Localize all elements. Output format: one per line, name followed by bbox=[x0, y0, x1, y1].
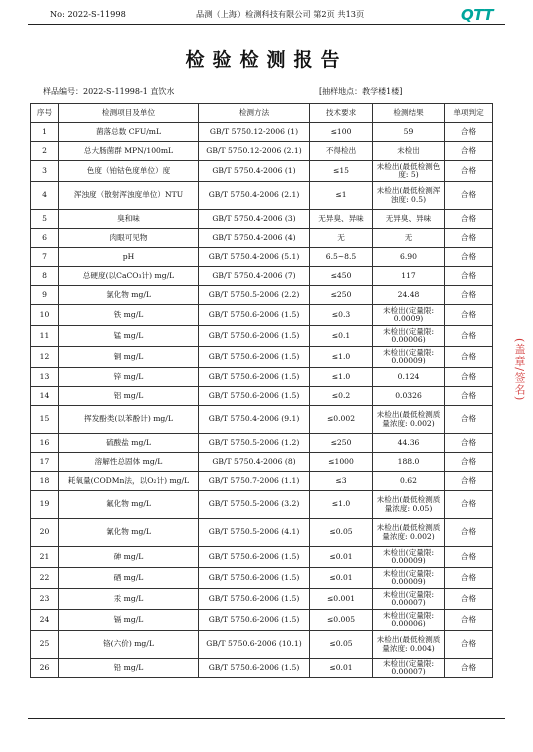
row-judgement: 合格 bbox=[445, 659, 493, 678]
row-number: 24 bbox=[31, 610, 59, 631]
table-row bbox=[31, 659, 493, 678]
row-requirement: ≤0.3 bbox=[310, 305, 373, 326]
row-requirement: ≤0.1 bbox=[310, 326, 373, 347]
row-judgement: 合格 bbox=[445, 568, 493, 589]
row-item: 总硬度(以CaCO₃计) mg/L bbox=[59, 267, 199, 286]
row-item: 臭和味 bbox=[59, 210, 199, 229]
row-method: GB/T 5750.6-2006 (1.5) bbox=[199, 347, 310, 368]
row-item: 铝 mg/L bbox=[59, 387, 199, 406]
row-item: 硒 mg/L bbox=[59, 568, 199, 589]
row-requirement: ≤1000 bbox=[310, 453, 373, 472]
row-number: 5 bbox=[31, 210, 59, 229]
row-number: 18 bbox=[31, 472, 59, 491]
row-number: 2 bbox=[31, 142, 59, 161]
row-item: 总大肠菌群 MPN/100mL bbox=[59, 142, 199, 161]
row-judgement: 合格 bbox=[445, 182, 493, 210]
row-result: 未检出(定量限: 0.00007) bbox=[373, 659, 445, 678]
row-requirement: ≤1.0 bbox=[310, 491, 373, 519]
row-judgement: 合格 bbox=[445, 519, 493, 547]
row-number: 20 bbox=[31, 519, 59, 547]
table-row bbox=[31, 589, 493, 610]
row-judgement: 合格 bbox=[445, 387, 493, 406]
row-requirement: ≤15 bbox=[310, 161, 373, 182]
row-result: 0.0326 bbox=[373, 387, 445, 406]
row-requirement: ≤1.0 bbox=[310, 368, 373, 387]
row-requirement: 无异臭、异味 bbox=[310, 210, 373, 229]
row-number: 17 bbox=[31, 453, 59, 472]
row-number: 19 bbox=[31, 491, 59, 519]
table-row bbox=[31, 368, 493, 387]
header-no: 序号 bbox=[31, 104, 59, 123]
row-requirement: ≤450 bbox=[310, 267, 373, 286]
row-number: 10 bbox=[31, 305, 59, 326]
row-result: 无 bbox=[373, 229, 445, 248]
table-row bbox=[31, 326, 493, 347]
row-number: 26 bbox=[31, 659, 59, 678]
table-row bbox=[31, 123, 493, 142]
row-number: 25 bbox=[31, 631, 59, 659]
row-result: 44.36 bbox=[373, 434, 445, 453]
row-item: 耗氧量(CODMn法，以O₂计) mg/L bbox=[59, 472, 199, 491]
row-requirement: ≤1.0 bbox=[310, 347, 373, 368]
header-item: 检测项目及单位 bbox=[59, 104, 199, 123]
row-item: 氯化物 mg/L bbox=[59, 286, 199, 305]
row-method: GB/T 5750.6-2006 (1.5) bbox=[199, 589, 310, 610]
row-item: 砷 mg/L bbox=[59, 547, 199, 568]
row-judgement: 合格 bbox=[445, 368, 493, 387]
row-method: GB/T 5750.5-2006 (4.1) bbox=[199, 519, 310, 547]
row-result: 未检出(最低检测浑浊度: 0.5) bbox=[373, 182, 445, 210]
header-divider bbox=[28, 24, 505, 25]
row-judgement: 合格 bbox=[445, 491, 493, 519]
row-result: 未检出(定量限: 0.00006) bbox=[373, 610, 445, 631]
table-row bbox=[31, 387, 493, 406]
row-result: 未检出(定量限: 0.00009) bbox=[373, 547, 445, 568]
row-item: 硫酸盐 mg/L bbox=[59, 434, 199, 453]
row-requirement: ≤250 bbox=[310, 286, 373, 305]
row-item: 镉 mg/L bbox=[59, 610, 199, 631]
row-result: 0.124 bbox=[373, 368, 445, 387]
row-requirement: 无 bbox=[310, 229, 373, 248]
row-item: 肉眼可见物 bbox=[59, 229, 199, 248]
row-judgement: 合格 bbox=[445, 472, 493, 491]
header-result: 检测结果 bbox=[373, 104, 445, 123]
table-row bbox=[31, 491, 493, 519]
row-method: GB/T 5750.6-2006 (1.5) bbox=[199, 547, 310, 568]
row-result: 未检出(定量限: 0.00007) bbox=[373, 589, 445, 610]
row-method: GB/T 5750.4-2006 (1) bbox=[199, 161, 310, 182]
row-number: 22 bbox=[31, 568, 59, 589]
results-table bbox=[30, 103, 493, 678]
row-method: GB/T 5750.6-2006 (1.5) bbox=[199, 659, 310, 678]
row-number: 4 bbox=[31, 182, 59, 210]
row-item: 氟化物 mg/L bbox=[59, 491, 199, 519]
row-number: 13 bbox=[31, 368, 59, 387]
row-judgement: 合格 bbox=[445, 210, 493, 229]
row-item: 浑浊度（散射浑浊度单位）NTU bbox=[59, 182, 199, 210]
table-row bbox=[31, 248, 493, 267]
table-row bbox=[31, 406, 493, 434]
row-result: 未检出(最低检测质量浓度: 0.05) bbox=[373, 491, 445, 519]
row-result: 未检出(最低检测色度: 5) bbox=[373, 161, 445, 182]
row-method: GB/T 5750.7-2006 (1.1) bbox=[199, 472, 310, 491]
row-result: 24.48 bbox=[373, 286, 445, 305]
row-requirement: ≤1 bbox=[310, 182, 373, 210]
row-judgement: 合格 bbox=[445, 286, 493, 305]
row-requirement: ≤0.001 bbox=[310, 589, 373, 610]
row-item: 铜 mg/L bbox=[59, 347, 199, 368]
row-method: GB/T 5750.4-2006 (9.1) bbox=[199, 406, 310, 434]
row-number: 23 bbox=[31, 589, 59, 610]
row-judgement: 合格 bbox=[445, 547, 493, 568]
table-row bbox=[31, 286, 493, 305]
row-item: 色度（铂钴色度单位）度 bbox=[59, 161, 199, 182]
row-judgement: 合格 bbox=[445, 631, 493, 659]
row-result: 未检出(最低检测质量浓度: 0.004) bbox=[373, 631, 445, 659]
row-number: 8 bbox=[31, 267, 59, 286]
row-judgement: 合格 bbox=[445, 589, 493, 610]
row-requirement: ≤100 bbox=[310, 123, 373, 142]
row-method: GB/T 5750.4-2006 (4) bbox=[199, 229, 310, 248]
row-method: GB/T 5750.12-2006 (2.1) bbox=[199, 142, 310, 161]
row-method: GB/T 5750.6-2006 (1.5) bbox=[199, 368, 310, 387]
row-judgement: 合格 bbox=[445, 267, 493, 286]
table-row bbox=[31, 267, 493, 286]
row-number: 1 bbox=[31, 123, 59, 142]
row-result: 未检出(最低检测质量浓度: 0.002) bbox=[373, 519, 445, 547]
table-row bbox=[31, 568, 493, 589]
table-row bbox=[31, 631, 493, 659]
table-row bbox=[31, 547, 493, 568]
row-result: 6.90 bbox=[373, 248, 445, 267]
table-row bbox=[31, 161, 493, 182]
header-requirement: 技术要求 bbox=[310, 104, 373, 123]
row-method: GB/T 5750.6-2006 (1.5) bbox=[199, 387, 310, 406]
row-requirement: ≤0.05 bbox=[310, 519, 373, 547]
row-requirement: ≤250 bbox=[310, 434, 373, 453]
row-method: GB/T 5750.6-2006 (1.5) bbox=[199, 305, 310, 326]
row-number: 11 bbox=[31, 326, 59, 347]
table-row bbox=[31, 305, 493, 326]
row-method: GB/T 5750.5-2006 (1.2) bbox=[199, 434, 310, 453]
row-method: GB/T 5750.6-2006 (10.1) bbox=[199, 631, 310, 659]
row-method: GB/T 5750.4-2006 (8) bbox=[199, 453, 310, 472]
row-judgement: 合格 bbox=[445, 229, 493, 248]
row-result: 未检出(定量限: 0.00006) bbox=[373, 326, 445, 347]
footer-divider bbox=[28, 718, 505, 719]
row-judgement: 合格 bbox=[445, 305, 493, 326]
row-method: GB/T 5750.6-2006 (1.5) bbox=[199, 326, 310, 347]
table-row bbox=[31, 142, 493, 161]
row-method: GB/T 5750.4-2006 (2.1) bbox=[199, 182, 310, 210]
row-item: 菌落总数 CFU/mL bbox=[59, 123, 199, 142]
row-number: 15 bbox=[31, 406, 59, 434]
row-method: GB/T 5750.4-2006 (3) bbox=[199, 210, 310, 229]
row-result: 未检出 bbox=[373, 142, 445, 161]
table-header-row bbox=[31, 104, 493, 123]
row-judgement: 合格 bbox=[445, 161, 493, 182]
row-result: 未检出(定量限: 0.00009) bbox=[373, 347, 445, 368]
row-requirement: ≤3 bbox=[310, 472, 373, 491]
row-number: 3 bbox=[31, 161, 59, 182]
table-row bbox=[31, 210, 493, 229]
sampling-site: [抽样地点：教学楼1楼] bbox=[319, 87, 403, 96]
company-logo: QTT bbox=[460, 6, 493, 24]
row-requirement: ≤0.01 bbox=[310, 547, 373, 568]
row-judgement: 合格 bbox=[445, 123, 493, 142]
row-method: GB/T 5750.12-2006 (1) bbox=[199, 123, 310, 142]
row-number: 9 bbox=[31, 286, 59, 305]
row-judgement: 合格 bbox=[445, 610, 493, 631]
page-header bbox=[0, 6, 533, 24]
row-requirement: 不得检出 bbox=[310, 142, 373, 161]
row-item: 挥发酚类(以苯酚计) mg/L bbox=[59, 406, 199, 434]
row-number: 12 bbox=[31, 347, 59, 368]
report-number: No: 2022-S-11998 bbox=[50, 9, 126, 19]
row-method: GB/T 5750.4-2006 (7) bbox=[199, 267, 310, 286]
row-requirement: ≤0.01 bbox=[310, 659, 373, 678]
row-judgement: 合格 bbox=[445, 142, 493, 161]
row-requirement: ≤0.05 bbox=[310, 631, 373, 659]
table-row bbox=[31, 610, 493, 631]
row-requirement: 6.5~8.5 bbox=[310, 248, 373, 267]
row-requirement: ≤0.2 bbox=[310, 387, 373, 406]
header-judgement: 单项判定 bbox=[445, 104, 493, 123]
row-result: 59 bbox=[373, 123, 445, 142]
row-method: GB/T 5750.5-2006 (3.2) bbox=[199, 491, 310, 519]
row-judgement: 合格 bbox=[445, 347, 493, 368]
seal-side-text: (盖章/签名) bbox=[513, 338, 526, 402]
row-result: 未检出(最低检测质量浓度: 0.002) bbox=[373, 406, 445, 434]
row-number: 14 bbox=[31, 387, 59, 406]
table-row bbox=[31, 229, 493, 248]
table-row bbox=[31, 472, 493, 491]
report-title: 检验检测报告 bbox=[185, 49, 348, 71]
row-result: 0.62 bbox=[373, 472, 445, 491]
row-number: 7 bbox=[31, 248, 59, 267]
row-result: 188.0 bbox=[373, 453, 445, 472]
row-judgement: 合格 bbox=[445, 248, 493, 267]
row-judgement: 合格 bbox=[445, 453, 493, 472]
row-item: 锰 mg/L bbox=[59, 326, 199, 347]
row-item: pH bbox=[59, 248, 199, 267]
sample-number: 样品编号：2022-S-11998-1 直饮水 bbox=[43, 87, 175, 96]
row-result: 未检出(定量限: 0.0009) bbox=[373, 305, 445, 326]
row-requirement: ≤0.01 bbox=[310, 568, 373, 589]
row-item: 铬(六价) mg/L bbox=[59, 631, 199, 659]
row-result: 无异臭、异味 bbox=[373, 210, 445, 229]
table-row bbox=[31, 453, 493, 472]
row-method: GB/T 5750.6-2006 (1.5) bbox=[199, 568, 310, 589]
company-page-info: 品测（上海）检测科技有限公司 第2页 共13页 bbox=[196, 9, 365, 19]
table-row bbox=[31, 182, 493, 210]
row-item: 锌 mg/L bbox=[59, 368, 199, 387]
row-result: 未检出(定量限: 0.00009) bbox=[373, 568, 445, 589]
row-number: 21 bbox=[31, 547, 59, 568]
table-row bbox=[31, 434, 493, 453]
row-item: 氰化物 mg/L bbox=[59, 519, 199, 547]
row-item: 铅 mg/L bbox=[59, 659, 199, 678]
row-item: 溶解性总固体 mg/L bbox=[59, 453, 199, 472]
row-number: 6 bbox=[31, 229, 59, 248]
row-number: 16 bbox=[31, 434, 59, 453]
table-row bbox=[31, 519, 493, 547]
row-judgement: 合格 bbox=[445, 406, 493, 434]
table-row bbox=[31, 347, 493, 368]
row-judgement: 合格 bbox=[445, 326, 493, 347]
row-requirement: ≤0.002 bbox=[310, 406, 373, 434]
row-judgement: 合格 bbox=[445, 434, 493, 453]
row-result: 117 bbox=[373, 267, 445, 286]
row-method: GB/T 5750.6-2006 (1.5) bbox=[199, 610, 310, 631]
row-item: 铁 mg/L bbox=[59, 305, 199, 326]
row-requirement: ≤0.005 bbox=[310, 610, 373, 631]
row-item: 汞 mg/L bbox=[59, 589, 199, 610]
header-method: 检测方法 bbox=[199, 104, 310, 123]
row-method: GB/T 5750.4-2006 (5.1) bbox=[199, 248, 310, 267]
row-method: GB/T 5750.5-2006 (2.2) bbox=[199, 286, 310, 305]
